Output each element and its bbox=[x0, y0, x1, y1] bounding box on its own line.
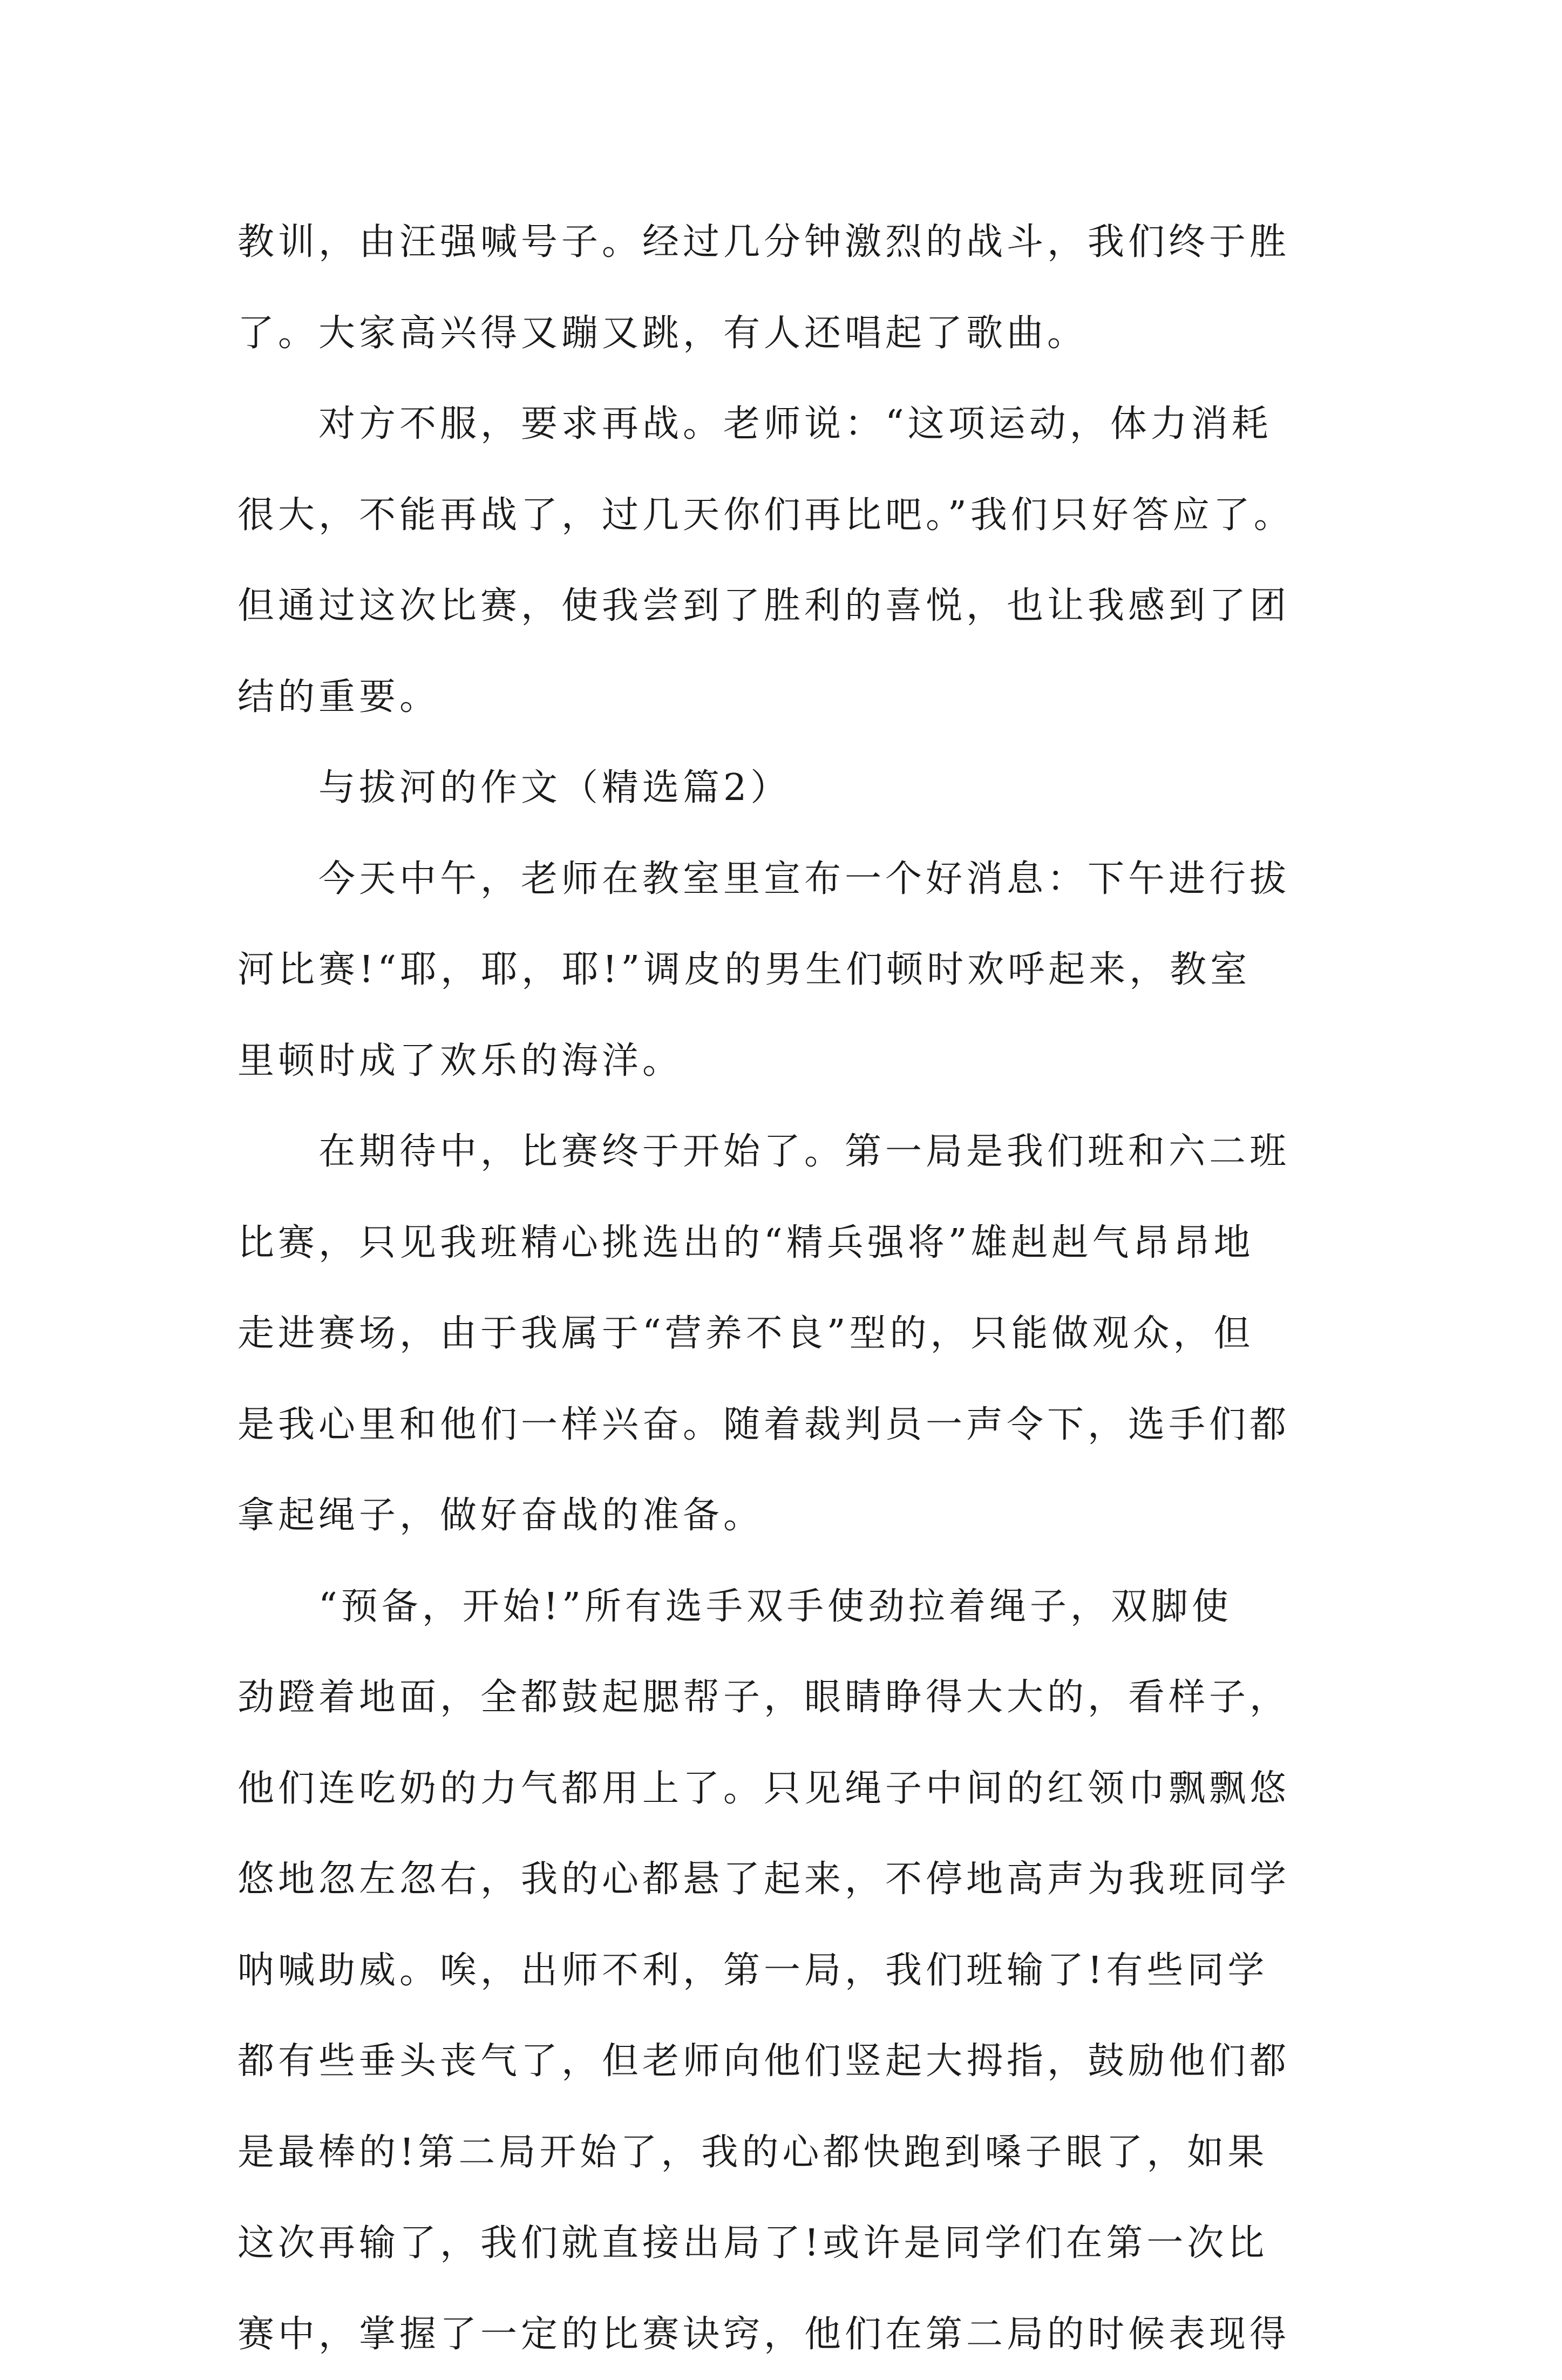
text-line: 拿起绳子，做好奋战的准备。 bbox=[237, 1470, 1339, 1562]
text-line: 劲蹬着地面，全都鼓起腮帮子，眼睛睁得大大的，看样子， bbox=[237, 1652, 1339, 1744]
paragraph-start-line: 今天中午，老师在教室里宣布一个好消息：下午进行拔 bbox=[237, 834, 1339, 925]
text-line: 这次再输了，我们就直接出局了!或许是同学们在第一次比 bbox=[237, 2198, 1339, 2289]
text-line: 是我心里和他们一样兴奋。随着裁判员一声令下，选手们都 bbox=[237, 1380, 1339, 1471]
text-line: 悠地忽左忽右，我的心都悬了起来，不停地高声为我班同学 bbox=[237, 1834, 1339, 1925]
text-line: 呐喊助威。唉，出师不利，第一局，我们班输了!有些同学 bbox=[237, 1925, 1339, 2017]
text-line: 走进赛场，由于我属于“营养不良”型的，只能做观众，但 bbox=[237, 1289, 1339, 1380]
text-line: 赛中，掌握了一定的比赛诀窍，他们在第二局的时候表现得 bbox=[237, 2289, 1339, 2380]
text-line: 都有些垂头丧气了，但老师向他们竖起大拇指，鼓励他们都 bbox=[237, 2016, 1339, 2107]
text-line: 但通过这次比赛，使我尝到了胜利的喜悦，也让我感到了团 bbox=[237, 561, 1339, 652]
text-line: 比赛，只见我班精心挑选出的“精兵强将”雄赳赳气昂昂地 bbox=[237, 1198, 1339, 1289]
paragraph-start-line: 对方不服，要求再战。老师说：“这项运动，体力消耗 bbox=[237, 379, 1339, 470]
paragraph-start-line: “预备，开始!”所有选手双手使劲拉着绳子，双脚使 bbox=[237, 1562, 1339, 1653]
text-line: 他们连吃奶的力气都用上了。只见绳子中间的红领巾飘飘悠 bbox=[237, 1744, 1339, 1835]
text-line: 很大，不能再战了，过几天你们再比吧。”我们只好答应了。 bbox=[237, 470, 1339, 561]
text-line: 里顿时成了欢乐的海洋。 bbox=[237, 1016, 1339, 1107]
text-line: 是最棒的!第二局开始了，我的心都快跑到嗓子眼了，如果 bbox=[237, 2107, 1339, 2199]
text-line: 教训，由汪强喊号子。经过几分钟激烈的战斗，我们终于胜 bbox=[237, 197, 1339, 288]
text-line: 结的重要。 bbox=[237, 652, 1339, 743]
essay-body bbox=[237, 197, 1339, 2380]
text-line: 了。大家高兴得又蹦又跳，有人还唱起了歌曲。 bbox=[237, 288, 1339, 379]
section-heading: 与拔河的作文（精选篇2） bbox=[237, 743, 1339, 834]
paragraph-start-line: 在期待中，比赛终于开始了。第一局是我们班和六二班 bbox=[237, 1107, 1339, 1198]
text-line: 河比赛!“耶，耶，耶!”调皮的男生们顿时欢呼起来，教室 bbox=[237, 925, 1339, 1016]
